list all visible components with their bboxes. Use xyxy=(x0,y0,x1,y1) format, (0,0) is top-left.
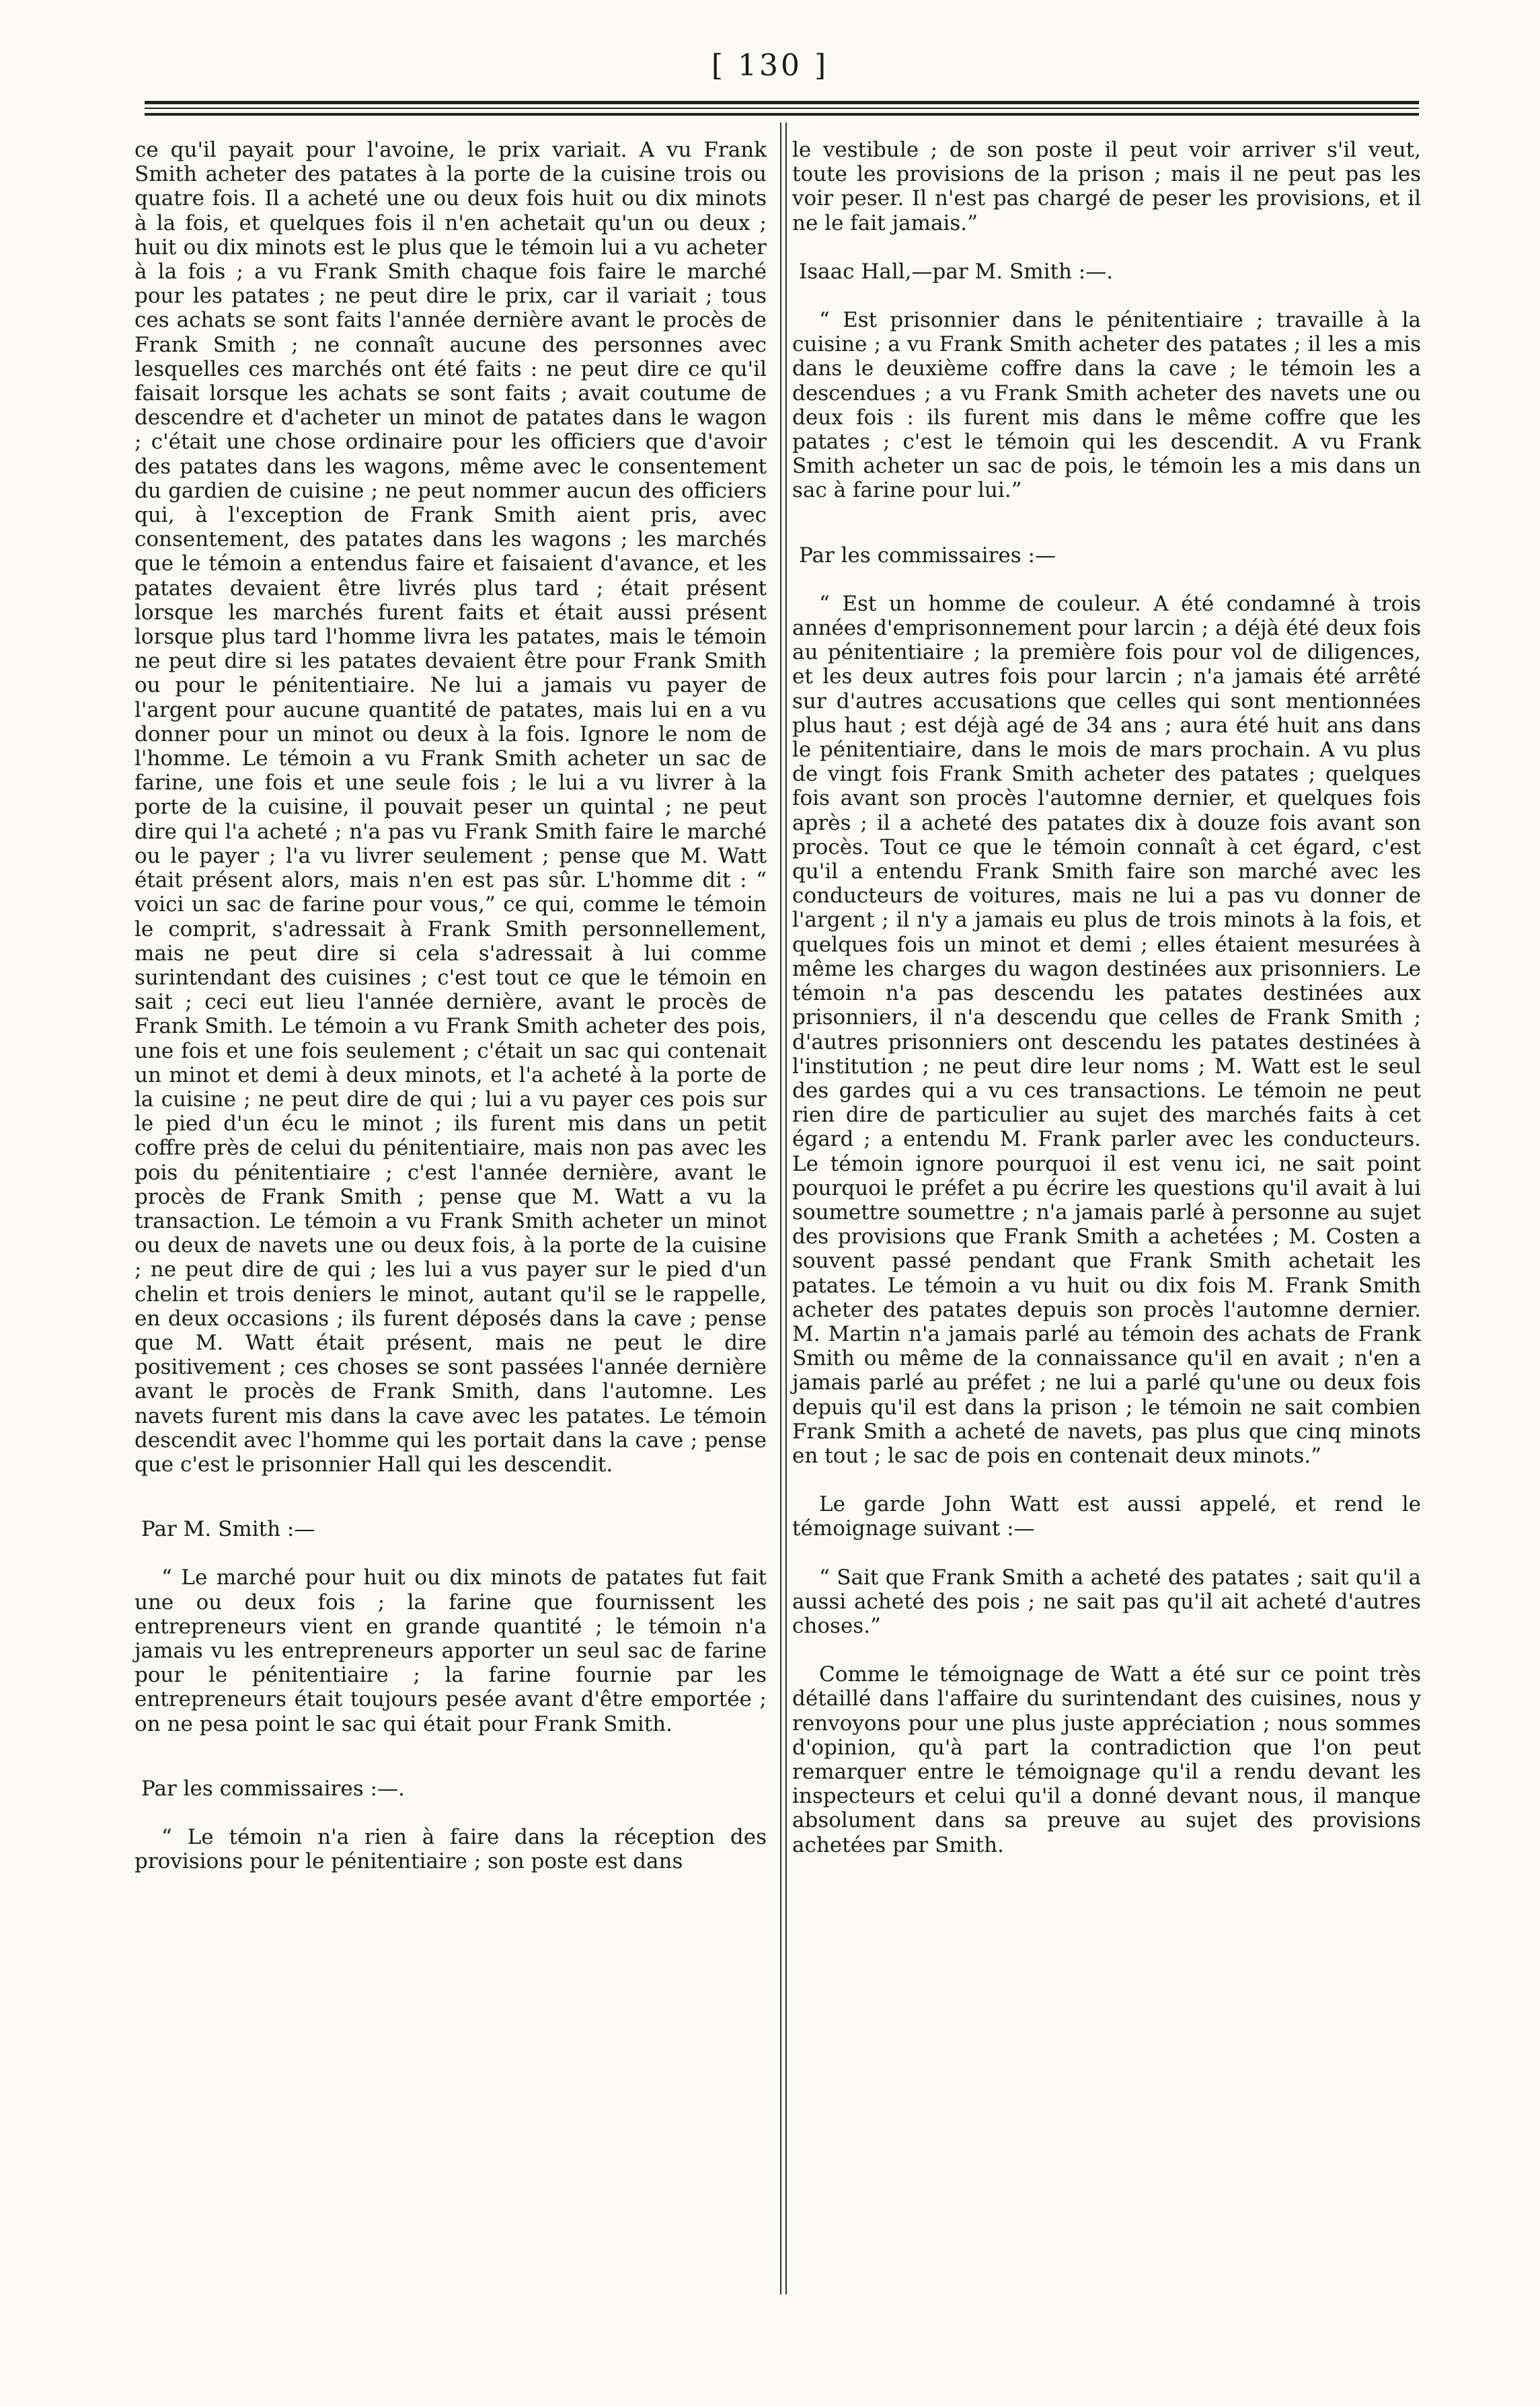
right-column xyxy=(792,138,1421,1857)
paragraph: “ Sait que Frank Smith a acheté des patates ; sait qu'il a aussi acheté des pois ; ne sait pas qu'il ait acheté d'autres choses.” xyxy=(792,1565,1421,1638)
paragraph: “ Est prisonnier dans le pénitentiaire ; travaille à la cuisine ; a vu Frank Smith acheter des patates ; il les a mis dans le deuxième coffre dans la cave ; le témoin les a descendues ; a vu Frank Smith acheter des navets une ou deux fois : ils furent mis dans le même coffre que les patates ; c'est le témoin qui les descendit. A vu Frank Smith acheter un sac de pois, le témoin les a mis dans un sac à farine pour lui.” xyxy=(792,308,1421,503)
section-heading: Par les commissaires :—. xyxy=(141,1776,405,1801)
paragraph: ce qu'il payait pour l'avoine, le prix variait. A vu Frank Smith acheter des patates à la porte de la cuisine trois ou quatre fois. Il a acheté une ou deux fois huit ou dix minots à la fois, et quelques fois il n'en achetait qu'un ou deux ; huit ou dix minots est le plus que le témoin lui a vu acheter à la fois ; a vu Frank Smith chaque fois faire le marché pour les patates ; ne peut dire le prix, car il variait ; tous ces achats se sont faits l'année dernière avant le procès de Frank Smith ; ne connaît aucune des personnes avec lesquelles ces marchés ont été faits : ne peut dire ce qu'il faisait lorsque les achats se sont faits ; avait coutume de descendre et d'acheter un minot de patates dans le wagon ; c'était une chose ordinaire pour les officiers que d'avoir des patates dans les wagons, même avec le consentement du gardien de cuisine ; ne peut nommer aucun des officiers qui, à l'exception de Frank Smith aient pris, avec consentement, des patates dans les wagons ; les marchés que le témoin a entendus faire et faisaient d'avance, et les patates devaient être livrés plus tard ; était présent lorsque les marchés furent faits et était aussi présent lorsque plus tard l'homme livra les patates, mais le témoin ne peut dire si les patates devaient être pour Frank Smith ou pour le pénitentiaire. Ne lui a jamais vu payer de l'argent pour aucune quantité de patates, mais lui en a vu donner pour un minot ou deux à la fois. Ignore le nom de l'homme. Le témoin a vu Frank Smith acheter un sac de farine, une fois et une seule fois ; le lui a vu livrer à la porte de la cuisine, il pouvait peser un quintal ; ne peut dire qui l'a acheté ; n'a pas vu Frank Smith faire le marché ou le payer ; l'a vu livrer seulement ; pense que M. Watt était présent alors, mais n'en est pas sûr. L'homme dit : “ voici un sac de farine pour vous,” ce qui, comme le témoin le comprit, s'adressait à Frank Smith personnellement, mais ne peut dire si cela s'adressait à lui comme surintendant des cuisines ; c'est tout ce que le témoin en sait ; ceci eut lieu l'année dernière, avant le procès de Frank Smith. Le témoin a vu Frank Smith acheter des pois, une fois et une fois seulement ; c'était un sac qui contenait un minot et demi à deux minots, et l'a acheté à la porte de la cuisine ; ne peut dire de qui ; lui a vu payer ces pois sur le pied d'un écu le minot ; ils furent mis dans un petit coffre près de celui du pénitentiaire, mais non pas avec les pois du pénitentiaire ; c'est l'année dernière, avant le procès de Frank Smith ; pense que M. Watt a vu la transaction. Le témoin a vu Frank Smith acheter un minot ou deux de navets une ou deux fois, à la porte de la cuisine ; ne peut dire de qui ; les lui a vus payer sur le pied d'un chelin et trois deniers le minot, autant qu'il se le rappelle, en deux occasions ; ils furent déposés dans la cave ; pense que M. Watt était présent, mais ne peut le dire positivement ; ces choses se sont passées l'année dernière avant le procès de Frank Smith, dans l'automne. Les navets furent mis dans la cave avec les patates. Le témoin descendit avec l'homme qui les portait dans la cave ; pense que c'est le prisonnier Hall qui les descendit. xyxy=(134,138,767,1477)
section-heading: Isaac Hall,—par M. Smith :—. xyxy=(799,259,1114,284)
left-column xyxy=(134,138,767,1873)
paragraph: “ Le marché pour huit ou dix minots de patates fut fait une ou deux fois ; la farine que fournissent les entrepreneurs vient en grande quantité ; le témoin n'a jamais vu les entrepreneurs apporter un seul sac de farine pour le pénitentiaire ; la farine fournie par les entrepreneurs était toujours pesée avant d'être emportée ; on ne pesa point le sac qui était pour Frank Smith. xyxy=(134,1565,767,1736)
paragraph: “ Est un homme de couleur. A été condamné à trois années d'emprisonnement pour larcin ; a déjà été deux fois au pénitentiaire ; la première fois pour vol de diligences, et les deux autres fois pour larcin ; n'a jamais été arrêté sur d'autres accusations que celles qui sont mentionnées plus haut ; est déjà agé de 34 ans ; aura été huit ans dans le pénitentiaire, dans le mois de mars prochain. A vu plus de vingt fois Frank Smith acheter des patates ; quelques fois avant son procès l'automne dernier, et quelques fois après ; il a acheté des patates dix à douze fois avant son procès. Tout ce que le témoin connaît à cet égard, c'est qu'il a entendu Frank Smith faire son marché avec les conducteurs de voitures, mais ne lui a pas vu donner de l'argent ; il n'y a jamais eu plus de trois minots à la fois, et quelques fois un minot et demi ; elles étaient mesurées à même les charges du wagon destinées aux prisonniers. Le témoin n'a pas descendu les patates destinées aux prisonniers, il n'a descendu que celles de Frank Smith ; d'autres prisonniers ont descendu les patates destinées à l'institution ; ne peut dire leur noms ; M. Watt est le seul des gardes qui a vu ces transactions. Le témoin ne peut rien dire de particulier au sujet des marchés faits à cet égard ; a entendu M. Frank parler avec les conducteurs. Le témoin ignore pourquoi il est venu ici, ne sait point pourquoi le préfet a pu écrire les questions qu'il avait à lui soumettre soumettre ; n'a jamais parlé à personne au sujet des provisions que Frank Smith a achetées ; M. Costen a souvent passé pendant que Frank Smith achetait les patates. Le témoin a vu huit ou dix fois M. Frank Smith acheter des patates depuis son procès l'automne dernier. M. Martin n'a jamais parlé au témoin des achats de Frank Smith ou même de la connaissance qu'il en avait ; n'en a jamais parlé au préfet ; ne lui a parlé qu'une ou deux fois depuis qu'il est dans la prison ; le témoin ne sait combien Frank Smith a acheté de navets, pas plus que cinq minots en tout ; le sac de pois en contenait deux minots.” xyxy=(792,591,1421,1468)
paragraph: Comme le témoignage de Watt a été sur ce point très détaillé dans l'affaire du surintendant des cuisines, nous y renvoyons pour une plus juste appréciation ; nous sommes d'opinion, qu'à part la contradiction que l'on peut remarquer entre le témoignage qu'il a rendu devant les inspecteurs et celui qu'il a donné devant nous, il manque absolument dans sa preuve au sujet des provisions achetées par Smith. xyxy=(792,1662,1421,1857)
paragraph: le vestibule ; de son poste il peut voir arriver s'il veut, toute les provisions de la prison ; mais il ne peut pas les voir peser. Il n'est pas chargé de peser les provisions, et il ne le fait jamais.” xyxy=(792,138,1421,235)
page-number: [ 130 ] xyxy=(711,48,829,83)
paragraph: Le garde John Watt est aussi appelé, et rend le témoignage suivant :— xyxy=(792,1492,1421,1541)
section-heading: Par les commissaires :— xyxy=(799,543,1056,568)
paragraph: “ Le témoin n'a rien à faire dans la réception des provisions pour le pénitentiaire ; son poste est dans xyxy=(134,1825,767,1874)
header-rule xyxy=(145,108,1419,109)
header-rule xyxy=(145,113,1419,116)
header-rule xyxy=(145,101,1419,104)
section-heading: Par M. Smith :— xyxy=(141,1517,315,1542)
column-separator xyxy=(780,122,787,2294)
